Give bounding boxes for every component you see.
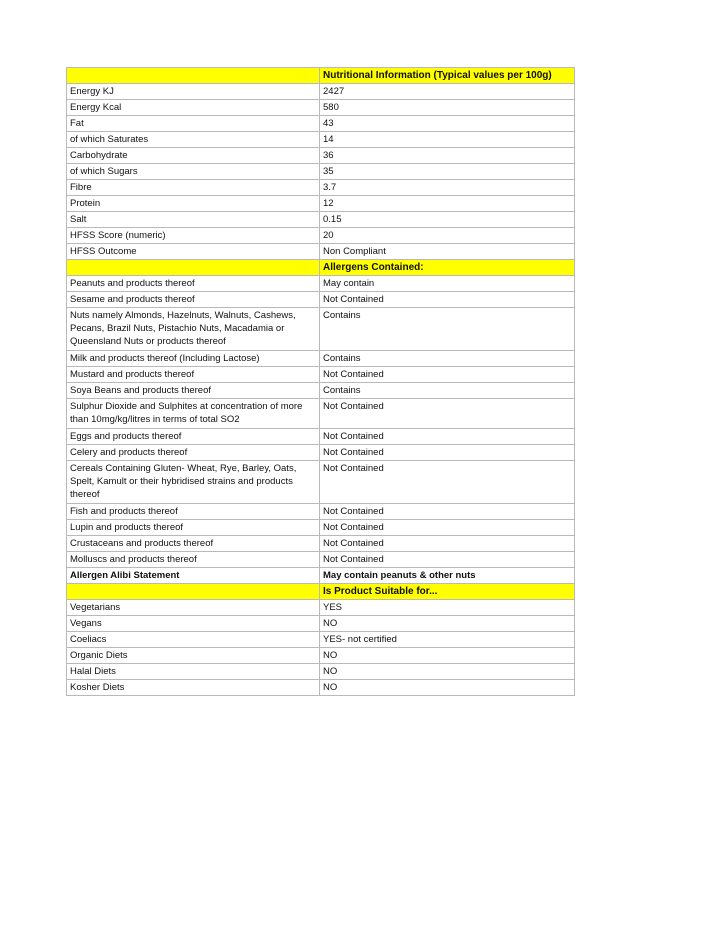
row-value: 43 bbox=[320, 116, 575, 132]
table-row bbox=[67, 148, 575, 164]
row-value: 20 bbox=[320, 228, 575, 244]
nutrition-header-row bbox=[67, 68, 575, 84]
allergens-header-row bbox=[67, 260, 575, 276]
row-label: Carbohydrate bbox=[67, 148, 320, 164]
row-value: 14 bbox=[320, 132, 575, 148]
row-label: Halal Diets bbox=[67, 664, 320, 680]
row-value: NO bbox=[320, 664, 575, 680]
row-label: Coeliacs bbox=[67, 632, 320, 648]
row-value: May contain bbox=[320, 276, 575, 292]
table-row bbox=[67, 228, 575, 244]
table-row bbox=[67, 100, 575, 116]
row-label: Salt bbox=[67, 212, 320, 228]
row-label: Kosher Diets bbox=[67, 680, 320, 696]
row-label: Peanuts and products thereof bbox=[67, 276, 320, 292]
row-label: Vegetarians bbox=[67, 600, 320, 616]
table-row bbox=[67, 632, 575, 648]
row-value: 2427 bbox=[320, 84, 575, 100]
row-label: Protein bbox=[67, 196, 320, 212]
row-label: Soya Beans and products thereof bbox=[67, 383, 320, 399]
row-value: 580 bbox=[320, 100, 575, 116]
row-label: Fish and products thereof bbox=[67, 504, 320, 520]
table-row bbox=[67, 84, 575, 100]
row-value: Not Contained bbox=[320, 399, 575, 429]
table-row bbox=[67, 116, 575, 132]
table-row bbox=[67, 552, 575, 568]
table-row bbox=[67, 445, 575, 461]
table-row bbox=[67, 461, 575, 504]
allergens-header: Allergens Contained: bbox=[320, 260, 575, 276]
row-value: NO bbox=[320, 648, 575, 664]
table-row bbox=[67, 383, 575, 399]
row-value: NO bbox=[320, 680, 575, 696]
row-label: Celery and products thereof bbox=[67, 445, 320, 461]
row-label: Nuts namely Almonds, Hazelnuts, Walnuts, Cashews, Pecans, Brazil Nuts, Pistachio Nuts, Macadamia or Queensland Nuts or products thereof bbox=[67, 308, 320, 351]
row-value: Non Compliant bbox=[320, 244, 575, 260]
table-row bbox=[67, 276, 575, 292]
row-value: Not Contained bbox=[320, 429, 575, 445]
row-label: Energy Kcal bbox=[67, 100, 320, 116]
row-label: of which Sugars bbox=[67, 164, 320, 180]
row-value: Not Contained bbox=[320, 367, 575, 383]
table-row bbox=[67, 351, 575, 367]
table-row bbox=[67, 429, 575, 445]
row-label: Mustard and products thereof bbox=[67, 367, 320, 383]
row-value: Not Contained bbox=[320, 552, 575, 568]
row-label: Vegans bbox=[67, 616, 320, 632]
product-spec-table bbox=[66, 67, 575, 696]
row-label: Eggs and products thereof bbox=[67, 429, 320, 445]
table-row bbox=[67, 308, 575, 351]
row-value: 3.7 bbox=[320, 180, 575, 196]
suitability-header-row bbox=[67, 584, 575, 600]
table-row bbox=[67, 680, 575, 696]
row-value: Not Contained bbox=[320, 520, 575, 536]
row-label: Molluscs and products thereof bbox=[67, 552, 320, 568]
row-value: Not Contained bbox=[320, 504, 575, 520]
table-row bbox=[67, 616, 575, 632]
row-label: Crustaceans and products thereof bbox=[67, 536, 320, 552]
header-blank-cell bbox=[67, 260, 320, 276]
table-row bbox=[67, 536, 575, 552]
row-label: HFSS Score (numeric) bbox=[67, 228, 320, 244]
nutrition-header: Nutritional Information (Typical values per 100g) bbox=[320, 68, 575, 84]
row-value: NO bbox=[320, 616, 575, 632]
table-row bbox=[67, 180, 575, 196]
row-value: Not Contained bbox=[320, 445, 575, 461]
table-row bbox=[67, 196, 575, 212]
row-value: 35 bbox=[320, 164, 575, 180]
table-row bbox=[67, 212, 575, 228]
row-label: Cereals Containing Gluten- Wheat, Rye, Barley, Oats, Spelt, Kamult or their hybridised strains and products thereof bbox=[67, 461, 320, 504]
row-value: Contains bbox=[320, 308, 575, 351]
table-row bbox=[67, 292, 575, 308]
table-row bbox=[67, 648, 575, 664]
table-row bbox=[67, 244, 575, 260]
header-blank-cell bbox=[67, 68, 320, 84]
row-label: Fat bbox=[67, 116, 320, 132]
table-row bbox=[67, 664, 575, 680]
row-value: 36 bbox=[320, 148, 575, 164]
row-value: Contains bbox=[320, 383, 575, 399]
row-value: Not Contained bbox=[320, 292, 575, 308]
table-row bbox=[67, 504, 575, 520]
table-row bbox=[67, 520, 575, 536]
row-label: of which Saturates bbox=[67, 132, 320, 148]
table-row bbox=[67, 367, 575, 383]
table-row bbox=[67, 132, 575, 148]
row-value: YES- not certified bbox=[320, 632, 575, 648]
table-row bbox=[67, 600, 575, 616]
row-value: 12 bbox=[320, 196, 575, 212]
row-label: Fibre bbox=[67, 180, 320, 196]
row-label: HFSS Outcome bbox=[67, 244, 320, 260]
header-blank-cell bbox=[67, 584, 320, 600]
row-value: Not Contained bbox=[320, 461, 575, 504]
row-value: YES bbox=[320, 600, 575, 616]
alibi-label: Allergen Alibi Statement bbox=[67, 568, 320, 584]
row-label: Milk and products thereof (Including Lactose) bbox=[67, 351, 320, 367]
row-label: Sulphur Dioxide and Sulphites at concentration of more than 10mg/kg/litres in terms of total SO2 bbox=[67, 399, 320, 429]
row-value: Contains bbox=[320, 351, 575, 367]
row-label: Organic Diets bbox=[67, 648, 320, 664]
alibi-value: May contain peanuts & other nuts bbox=[320, 568, 575, 584]
allergen-alibi-row bbox=[67, 568, 575, 584]
row-label: Lupin and products thereof bbox=[67, 520, 320, 536]
table-row bbox=[67, 399, 575, 429]
row-label: Sesame and products thereof bbox=[67, 292, 320, 308]
table-row bbox=[67, 164, 575, 180]
row-value: 0.15 bbox=[320, 212, 575, 228]
row-label: Energy KJ bbox=[67, 84, 320, 100]
suitability-header: Is Product Suitable for... bbox=[320, 584, 575, 600]
row-value: Not Contained bbox=[320, 536, 575, 552]
